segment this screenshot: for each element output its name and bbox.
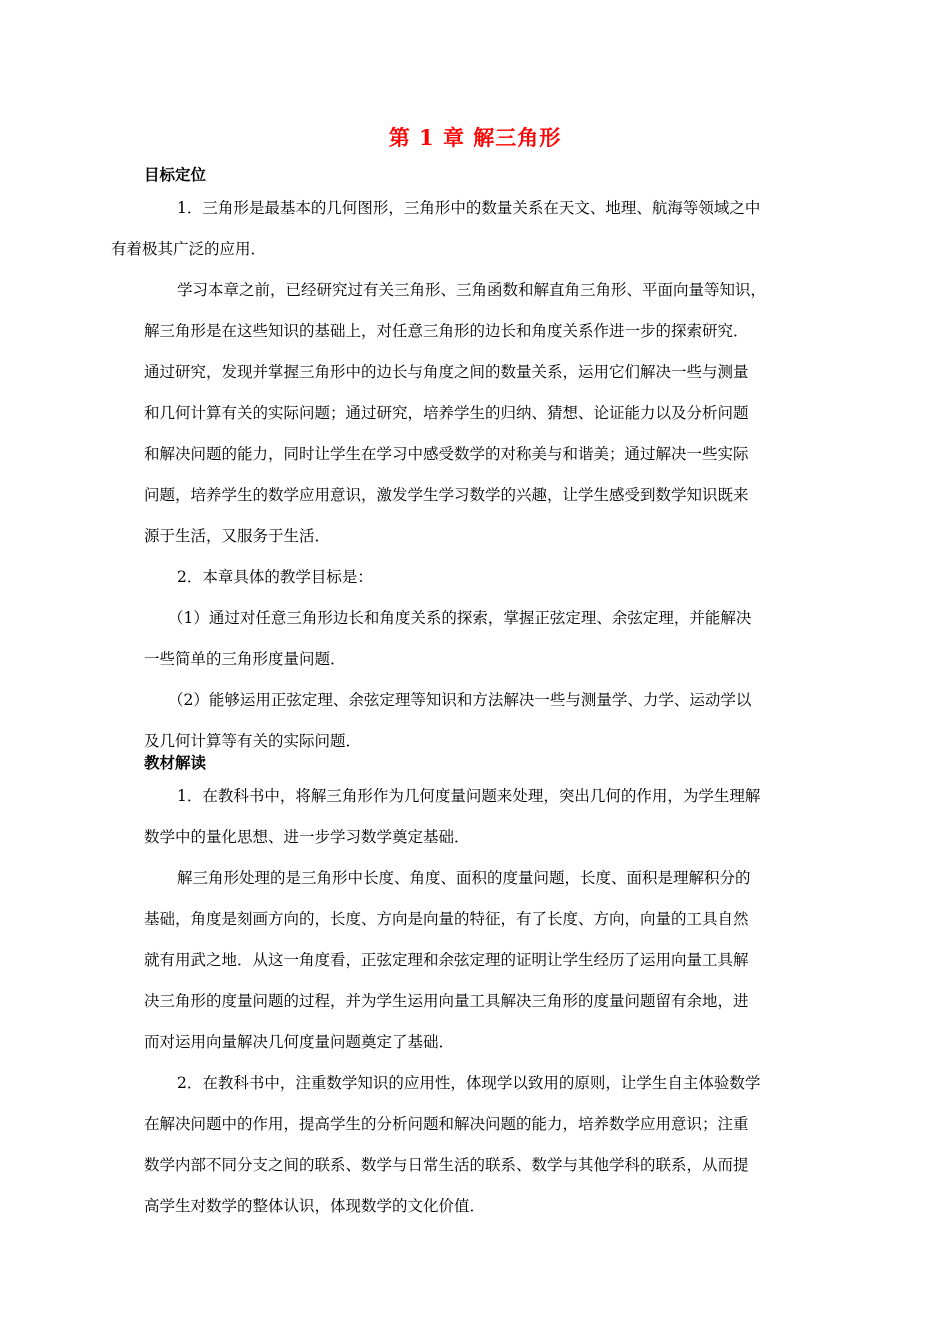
goals-paragraph-5 (144, 680, 814, 762)
text-line: 数学内部不同分支之间的联系、数学与日常生活的联系、数学与其他学科的联系，从而提 (144, 1156, 749, 1174)
section-heading-textbook: 教材解读 (144, 753, 207, 772)
text-line: 2．在教科书中，注重数学知识的应用性，体现学以致用的原则，让学生自主体验数学 (177, 1074, 761, 1092)
text-line: （2）能够运用正弦定理、余弦定理等知识和方法解决一些与测量学、力学、运动学以 (168, 691, 752, 709)
text-line: 源于生活，又服务于生活． (144, 527, 331, 545)
text-line: 解三角形是在这些知识的基础上，对任意三角形的边长和角度关系作进一步的探索研究． (144, 322, 749, 340)
text-line: 2．本章具体的教学目标是： (177, 568, 373, 586)
textbook-paragraph-3 (144, 1063, 814, 1227)
text-line: 通过研究，发现并掌握三角形中的边长与角度之间的数量关系，运用它们解决一些与测量 (144, 363, 749, 381)
text-line: 及几何计算等有关的实际问题． (144, 732, 362, 750)
text-line: 和几何计算有关的实际问题；通过研究，培养学生的归纳、猜想、论证能力以及分析问题 (144, 404, 749, 422)
text-line: 在解决问题中的作用，提高学生的分析问题和解决问题的能力，培养数学应用意识；注重 (144, 1115, 749, 1133)
textbook-paragraph-1 (144, 776, 814, 858)
text-line: 高学生对数学的整体认识，体现数学的文化价值． (144, 1197, 486, 1215)
chapter-title: 第 1 章 解三角形 (388, 125, 562, 150)
text-line: 决三角形的度量问题的过程，并为学生运用向量工具解决三角形的度量问题留有余地，进 (144, 992, 749, 1010)
text-line: 问题，培养学生的数学应用意识，激发学生学习数学的兴趣，让学生感受到数学知识既来 (144, 486, 749, 504)
text-line: 和解决问题的能力，同时让学生在学习中感受数学的对称美与和谐美；通过解决一些实际 (144, 445, 749, 463)
text-line: 就有用武之地．从这一角度看，正弦定理和余弦定理的证明让学生经历了运用向量工具解 (144, 951, 749, 969)
text-line: 基础，角度是刻画方向的，长度、方向是向量的特征，有了长度、方向，向量的工具自然 (144, 910, 749, 928)
goals-paragraph-3 (144, 557, 814, 598)
goals-paragraph-4 (144, 598, 814, 680)
text-line: 学习本章之前，已经研究过有关三角形、三角函数和解直角三角形、平面向量等知识， (177, 281, 767, 299)
text-line: 有着极其广泛的应用． (111, 240, 267, 258)
textbook-paragraph-2 (144, 858, 814, 1063)
text-line: 1．三角形是最基本的几何图形，三角形中的数量关系在天文、地理、航海等领域之中 (177, 199, 761, 217)
text-line: 数学中的量化思想、进一步学习数学奠定基础． (144, 828, 470, 846)
text-line: 1．在教科书中，将解三角形作为几何度量问题来处理，突出几何的作用，为学生理解 (177, 787, 761, 805)
text-line: （1）通过对任意三角形边长和角度关系的探索，掌握正弦定理、余弦定理，并能解决 (168, 609, 752, 627)
text-line: 解三角形处理的是三角形中长度、角度、面积的度量问题，长度、面积是理解积分的 (177, 869, 751, 887)
goals-paragraph-1 (111, 188, 814, 270)
goals-paragraph-2 (144, 270, 814, 557)
text-line: 一些简单的三角形度量问题． (144, 650, 346, 668)
text-line: 而对运用向量解决几何度量问题奠定了基础． (144, 1033, 455, 1051)
section-heading-goals: 目标定位 (144, 165, 207, 184)
